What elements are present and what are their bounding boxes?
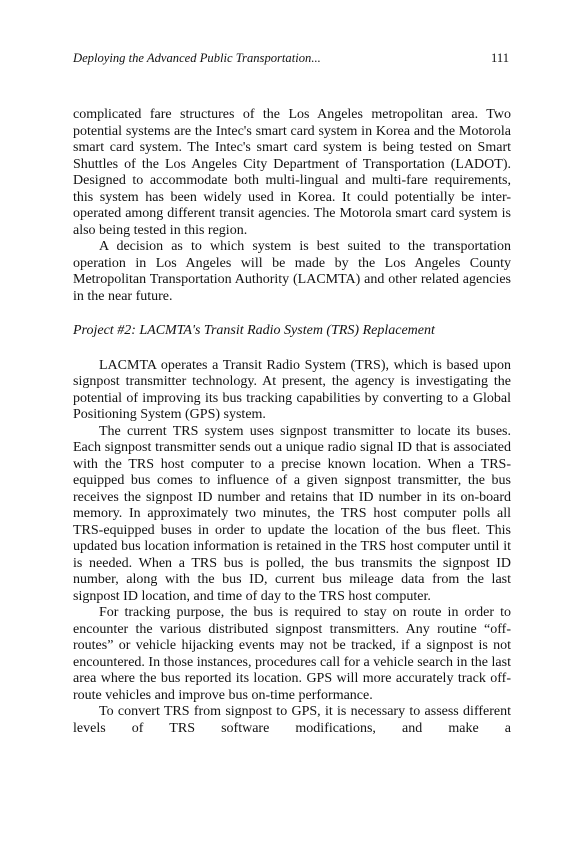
paragraph-decision: A decision as to which system is best suited to the transportation operation in Los Angeles will be made by the Los Angeles County Metropolitan Transportation Authority (LACMTA) and other related agencies in the near future. [73, 239, 511, 304]
section-heading: Project #2: LACMTA's Transit Radio System (TRS) Replacement [73, 323, 435, 338]
paragraph-tracking: For tracking purpose, the bus is required to stay on route in order to encounter the various distributed signpost transmitters. Any routine “off-routes” or vehicle hijacking events may not be tracked, if a signpost is not encountered. In those instances, procedures call for a vehicle search in the last area where the bus reported its location. GPS will more accurately track off-route vehicles and improve bus on-time performance. [73, 605, 511, 703]
running-title: Deploying the Advanced Public Transportation... [73, 51, 321, 65]
running-header [73, 50, 511, 66]
paragraph-trs-overview: LACMTA operates a Transit Radio System (TRS), which is based upon signpost transmitter technology. At present, the agency is investigating the potential of improving its bus tracking capabilities by converting to a Global Positioning System (GPS) system. [73, 357, 511, 422]
body-text [73, 107, 511, 737]
paragraph-conversion: To convert TRS from signpost to GPS, it is necessary to assess different levels of TRS software modifications, and make a [73, 704, 511, 736]
paragraph-fare-systems: complicated fare structures of the Los Angeles metropolitan area. Two potential systems are the Intec's smart card system in Korea and the Motorola smart card system. The Intec's smart card system is being tested on Smart Shuttles of the Los Angeles City Department of Transportation (LADOT). Designed to accommodate both multi-lingual and multi-fare requirements, this system has been widely used in Korea. It could potentially be inter-operated among different transit agencies. The Motorola smart card system is also being tested in this region. [73, 107, 511, 238]
document-page [73, 50, 511, 737]
page-number: 111 [491, 51, 509, 65]
paragraph-trs-current: The current TRS system uses signpost transmitter to locate its buses. Each signpost transmitter sends out a unique radio signal ID that is associated with the TRS host computer to a precise known location. When a TRS-equipped bus comes to influence of a given signpost transmitter, the bus receives the signpost ID number and retains that ID number in its on-board memory. In approximately two minutes, the TRS host computer polls all TRS-equipped buses in order to update the location of the bus fleet. This updated bus location information is retained in the TRS host computer until it is needed. When a TRS bus is polled, the bus transmits the signpost ID number, along with the bus ID, current bus mileage data from the last signpost ID location, and time of day to the TRS host computer. [73, 423, 511, 604]
